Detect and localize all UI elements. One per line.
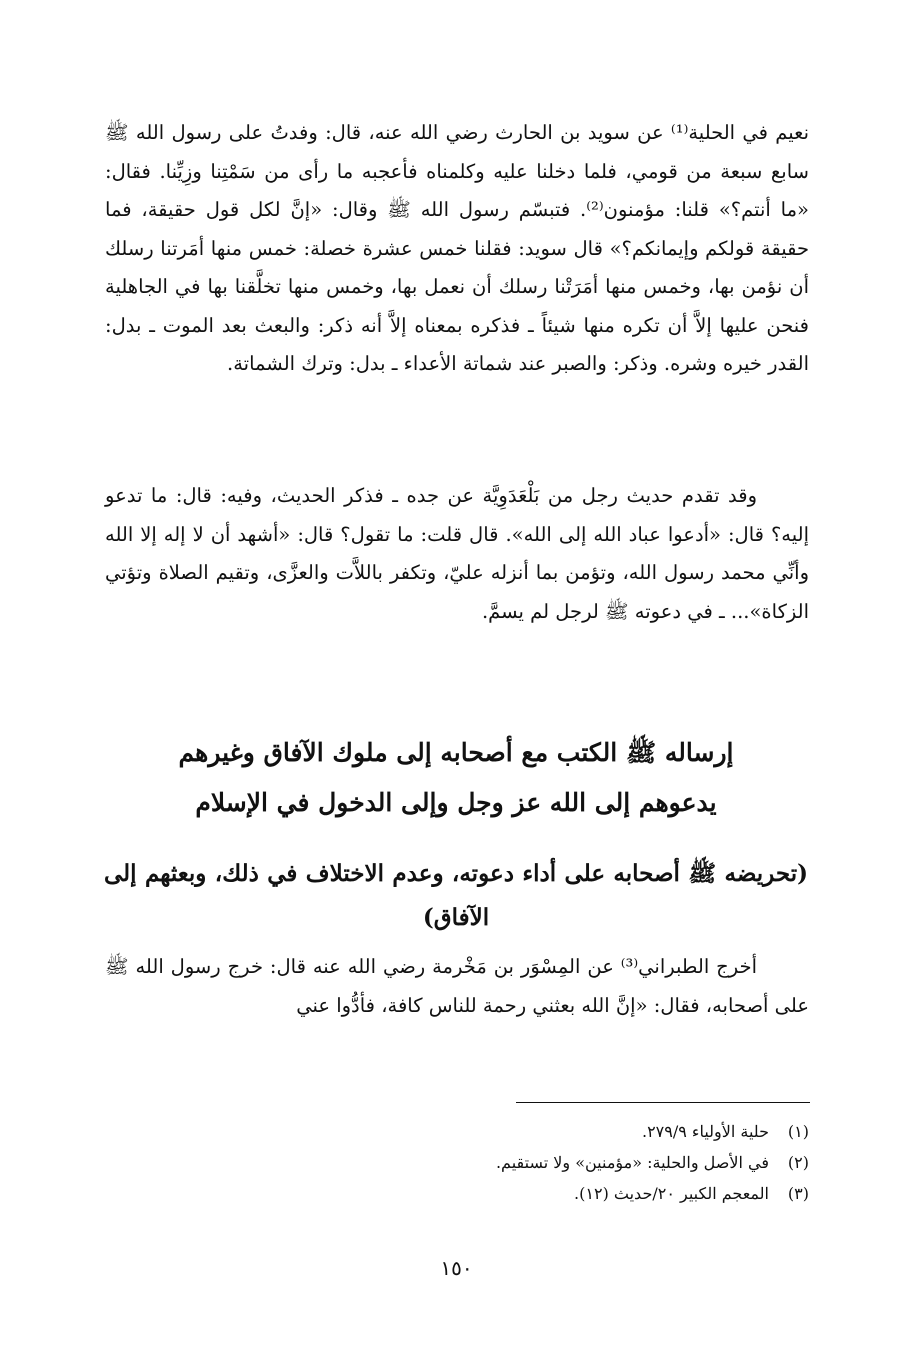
footnote <box>105 1178 809 1209</box>
footnote <box>105 1116 809 1147</box>
section-heading-line: يدعوهم إلى الله عز وجل وإلى الدخول في الإسلام <box>195 788 717 817</box>
footnote-number: (٢) <box>787 1153 809 1172</box>
paragraph: نعيم في الحلية⁽¹⁾ عن سويد بن الحارث رضي الله عنه، قال: وفدتُ على رسول الله ﷺ سابع سبعة من قومي، فلما دخلنا عليه وكلمناه فأعجبه ما رأى من سَمْتِنا وزِيِّنا. فقال: «ما أنتم؟» قلنا: مؤمنون⁽²⁾. فتبسّم رسول الله ﷺ وقال: «إنَّ لكل قول حقيقة، فما حقيقة قولكم وإيمانكم؟» قال سويد: فقلنا خمس عشرة خصلة: خمس منها أمَرتنا رسلك أن نؤمن بها، وخمس منها أمَرَتْنا رسلك أن نعمل بها، وخمس منها تخلَّقنا بها في الجاهلية فنحن عليها إلاَّ أن تكره منها شيئاً ـ فذكره بمعناه إلاَّ أنه ذكر: والبعث بعد الموت ـ بدل: القدر خيره وشره. وذكر: والصبر عند شماتة الأعداء ـ بدل: وترك الشماتة. <box>105 121 810 375</box>
footnote <box>105 1147 809 1178</box>
body-text-block <box>105 948 809 1025</box>
subsection-heading: (تحريضه ﷺ أصحابه على أداء دعوته، وعدم الاختلاف في ذلك، وبعثهم إلى الآفاق) <box>104 860 808 931</box>
page-number: ١٥٠ <box>440 1256 473 1280</box>
paragraph: وقد تقدم حديث رجل من بَلْعَدَوِيَّة عن جده ـ فذكر الحديث، وفيه: قال: ما تدعو إليه؟ قال: «أدعوا عباد الله إلى الله». قال قلت: ما تقول؟ قال: «أشهد أن لا إله إلا الله وأنِّي محمد رسول الله، وتؤمن بما أنزله عليّ، وتكفر باللاَّت والعزَّى، وتقيم الصلاة وتؤتي الزكاة»... ـ في دعوته ﷺ لرجل لم يسمَّ. <box>105 484 809 623</box>
footnote-number: (٣) <box>787 1184 809 1203</box>
footnote-text: حلية الأولياء ٢٧٩/٩. <box>641 1122 769 1141</box>
paragraph: أخرج الطبراني⁽³⁾ عن المِسْوَر بن مَخْرمة رضي الله عنه قال: خرج رسول الله ﷺ على أصحابه، فقال: «إنَّ الله بعثني رحمة للناس كافة، فأدُّوا عني <box>105 955 809 1017</box>
footnote-separator <box>516 1102 810 1103</box>
body-text-block <box>105 114 809 384</box>
footnotes <box>105 1116 809 1209</box>
section-heading-line: إرساله ﷺ الكتب مع أصحابه إلى ملوك الآفاق وغيرهم <box>178 738 734 767</box>
body-text-block <box>105 477 809 631</box>
section-heading <box>104 728 808 828</box>
footnote-text: المعجم الكبير ٢٠/حديث (١٢). <box>574 1184 769 1203</box>
footnote-number: (١) <box>787 1122 809 1141</box>
footnote-text: في الأصل والحلية: «مؤمنين» ولا تستقيم. <box>495 1153 769 1172</box>
